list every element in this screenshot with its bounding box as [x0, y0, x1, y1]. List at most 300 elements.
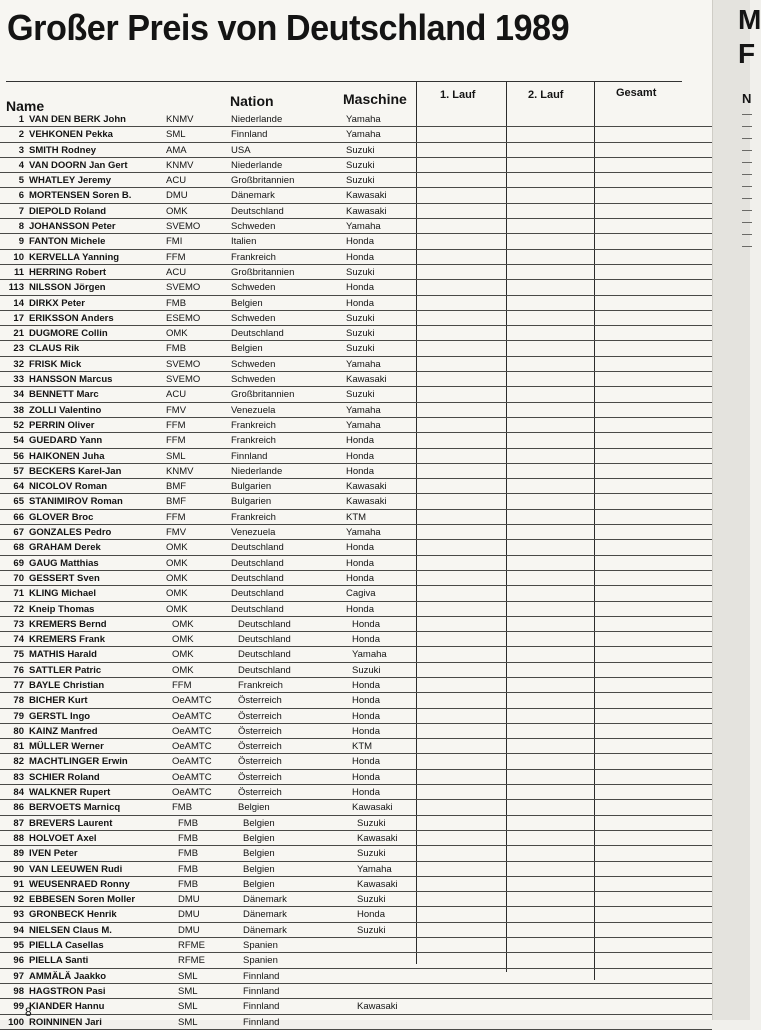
rider-name: FANTON Michele: [29, 236, 106, 248]
rider-row: [0, 816, 712, 831]
federation: FMB: [172, 802, 193, 814]
rider-row: [0, 204, 712, 219]
rider-name: DIRKX Peter: [29, 297, 85, 309]
rider-row: [0, 387, 712, 402]
adjacent-page-edge: [713, 0, 761, 1020]
federation: SML: [166, 450, 186, 462]
federation: OeAMTC: [172, 710, 212, 722]
federation: SVEMO: [166, 374, 201, 386]
start-number: 11: [13, 266, 24, 278]
rider-row: [0, 173, 712, 188]
machine: Suzuki: [346, 175, 375, 187]
rider-row: [0, 984, 712, 999]
rider-row: [0, 770, 712, 785]
federation: KNMV: [166, 465, 194, 477]
rider-row: [0, 877, 712, 892]
nation: Belgien: [231, 343, 263, 355]
rider-name: GAUG Matthias: [29, 557, 99, 569]
nation: USA: [231, 144, 251, 156]
machine: Honda: [346, 435, 374, 447]
rider-name: VAN LEEUWEN Rudi: [29, 863, 123, 875]
start-number: 94: [13, 924, 24, 936]
adjacent-page-row-line: [742, 246, 752, 247]
rider-name: GONZALES Pedro: [29, 527, 112, 539]
start-number: 90: [13, 863, 24, 875]
nation: Dänemark: [231, 190, 275, 202]
federation: FFM: [166, 419, 186, 431]
rider-name: KREMERS Frank: [29, 634, 106, 646]
rider-row: [0, 357, 712, 372]
nation: Belgien: [243, 817, 275, 829]
machine: Suzuki: [357, 848, 386, 860]
machine: Kawasaki: [357, 832, 398, 844]
rider-row: [0, 831, 712, 846]
federation: OMK: [166, 557, 188, 569]
start-number: 2: [18, 129, 24, 141]
nation: Belgien: [243, 848, 275, 860]
federation: KNMV: [166, 159, 194, 171]
nation: Österreich: [238, 756, 282, 768]
start-number: 83: [13, 771, 24, 783]
nation: Deutschland: [231, 557, 284, 569]
rider-name: KLING Michael: [29, 588, 97, 600]
nation: Schweden: [231, 358, 276, 370]
start-number: 5: [18, 175, 24, 187]
rider-name: SATTLER Patric: [29, 664, 102, 676]
nation: Großbritannien: [231, 389, 295, 401]
machine: Honda: [352, 679, 380, 691]
machine: Yamaha: [352, 649, 387, 661]
machine: Yamaha: [346, 404, 381, 416]
rider-row: [0, 1015, 712, 1030]
federation: FMB: [178, 863, 199, 875]
rider-row: [0, 403, 712, 418]
start-number: 78: [13, 695, 24, 707]
nation: Niederlande: [231, 159, 283, 171]
rider-row: [0, 372, 712, 387]
start-number: 99: [13, 1001, 24, 1013]
rider-name: SCHIER Roland: [29, 771, 100, 783]
nation: Dänemark: [243, 924, 287, 936]
federation: FMB: [166, 297, 187, 309]
nation: Österreich: [238, 710, 282, 722]
nation: Frankreich: [231, 511, 276, 523]
rider-row: [0, 846, 712, 861]
adjacent-page-row-line: [742, 126, 752, 127]
rider-name: HOLVOET Axel: [29, 832, 97, 844]
federation: BMF: [166, 496, 187, 508]
nation: Belgien: [231, 297, 263, 309]
federation: DMU: [178, 924, 200, 936]
rider-name: ROINNINEN Jari: [29, 1016, 102, 1028]
start-number: 21: [13, 328, 24, 340]
rider-row: [0, 525, 712, 540]
column-header-gesamt: Gesamt: [616, 87, 657, 99]
nation: Frankreich: [231, 435, 276, 447]
rider-row: [0, 341, 712, 356]
start-number: 10: [13, 251, 24, 263]
column-header-name: Name: [6, 98, 45, 114]
nation: Finnland: [243, 1016, 280, 1028]
rider-name: DUGMORE Collin: [29, 328, 108, 340]
start-number: 9: [18, 236, 24, 248]
rider-name: BECKERS Karel-Jan: [29, 465, 122, 477]
rider-name: GESSERT Sven: [29, 572, 100, 584]
machine: Honda: [346, 542, 374, 554]
start-number: 14: [13, 297, 24, 309]
nation: Deutschland: [238, 618, 291, 630]
federation: OMK: [172, 634, 194, 646]
federation: BMF: [166, 481, 187, 493]
rider-row: [0, 296, 712, 311]
start-number: 98: [13, 985, 24, 997]
adjacent-page-row-line: [742, 150, 752, 151]
start-number: 57: [13, 465, 24, 477]
page-title: Großer Preis von Deutschland 1989: [7, 7, 570, 48]
machine: Cagiva: [346, 588, 376, 600]
start-number: 67: [13, 527, 24, 539]
rider-name: NILSSON Jörgen: [29, 282, 106, 294]
machine: Suzuki: [357, 924, 386, 936]
adjacent-page-row-line: [742, 198, 752, 199]
federation: OMK: [166, 542, 188, 554]
nation: Großbritannien: [231, 175, 295, 187]
machine: Suzuki: [346, 266, 375, 278]
start-number: 100: [8, 1016, 24, 1028]
start-number: 23: [13, 343, 24, 355]
federation: SML: [178, 970, 198, 982]
start-number: 3: [18, 144, 24, 156]
rider-name: Kneip Thomas: [29, 603, 95, 615]
nation: Frankreich: [238, 679, 283, 691]
rider-name: VAN DOORN Jan Gert: [29, 159, 128, 171]
adjacent-page-row-line: [742, 210, 752, 211]
rider-name: NIELSEN Claus M.: [29, 924, 112, 936]
rider-name: KREMERS Bernd: [29, 618, 107, 630]
start-number: 97: [13, 970, 24, 982]
federation: FFM: [172, 679, 192, 691]
machine: Honda: [352, 695, 380, 707]
federation: OMK: [172, 618, 194, 630]
machine: Suzuki: [346, 144, 375, 156]
rider-name: STANIMIROV Roman: [29, 496, 123, 508]
rider-row: [0, 892, 712, 907]
machine: KTM: [346, 511, 367, 523]
rider-name: BREVERS Laurent: [29, 817, 113, 829]
nation: Deutschland: [238, 649, 291, 661]
start-number: 1: [18, 114, 24, 125]
nation: Finnland: [243, 985, 280, 997]
nation: Deutschland: [231, 205, 284, 217]
rider-name: GLOVER Broc: [29, 511, 94, 523]
rider-row: [0, 280, 712, 295]
machine: Honda: [352, 634, 380, 646]
start-number: 91: [13, 878, 24, 890]
machine: Honda: [352, 725, 380, 737]
machine: Yamaha: [346, 114, 381, 125]
nation: Finnland: [231, 129, 268, 141]
rider-row: [0, 449, 712, 464]
rider-name: BAYLE Christian: [29, 679, 105, 691]
rider-name: AMMÄLÄ Jaakko: [29, 970, 107, 982]
machine: Yamaha: [346, 129, 381, 141]
rider-row: [0, 494, 712, 509]
federation: KNMV: [166, 114, 194, 125]
rider-name: KERVELLA Yanning: [29, 251, 120, 263]
machine: Honda: [352, 787, 380, 799]
machine: Honda: [352, 710, 380, 722]
nation: Venezuela: [231, 527, 276, 539]
machine: Honda: [346, 572, 374, 584]
federation: OMK: [166, 572, 188, 584]
rider-row: [0, 647, 712, 662]
machine: Kawasaki: [346, 481, 387, 493]
nation: Schweden: [231, 374, 276, 386]
start-number: 34: [13, 389, 24, 401]
start-number: 32: [13, 358, 24, 370]
federation: ESEMO: [166, 312, 201, 324]
federation: FMI: [166, 236, 183, 248]
adjacent-page-row-line: [742, 114, 752, 115]
start-number: 93: [13, 909, 24, 921]
rider-name: NICOLOV Roman: [29, 481, 108, 493]
rider-row: [0, 724, 712, 739]
page-number: 8: [25, 1005, 32, 1019]
nation: Bulgarien: [231, 496, 272, 508]
federation: OMK: [172, 649, 194, 661]
rider-name: HANSSON Marcus: [29, 374, 113, 386]
adjacent-page-row-line: [742, 222, 752, 223]
federation: RFME: [178, 955, 205, 967]
rider-row: [0, 571, 712, 586]
start-number: 72: [13, 603, 24, 615]
nation: Deutschland: [238, 664, 291, 676]
nation: Venezuela: [231, 404, 276, 416]
nation: Frankreich: [231, 419, 276, 431]
nation: Deutschland: [231, 603, 284, 615]
rider-row: [0, 510, 712, 525]
nation: Spanien: [243, 940, 278, 952]
start-number: 84: [13, 787, 24, 799]
rider-row: [0, 953, 712, 968]
column-header-maschine: Maschine: [343, 91, 407, 107]
federation: FMB: [178, 848, 199, 860]
federation: FMV: [166, 527, 187, 539]
rider-row: [0, 250, 712, 265]
start-number: 7: [18, 205, 24, 217]
federation: FMB: [178, 817, 199, 829]
nation: Finnland: [243, 970, 280, 982]
start-number: 65: [13, 496, 24, 508]
federation: FFM: [166, 511, 186, 523]
adjacent-page-row-line: [742, 234, 752, 235]
rider-name: KAINZ Manfred: [29, 725, 98, 737]
column-header-nation: Nation: [230, 93, 274, 109]
rider-row: [0, 219, 712, 234]
rider-name: BENNETT Marc: [29, 389, 99, 401]
machine: Suzuki: [346, 159, 375, 171]
rider-name: HAIKONEN Juha: [29, 450, 105, 462]
column-header-lauf-1: 1. Lauf: [440, 89, 476, 101]
start-number: 79: [13, 710, 24, 722]
start-number: 96: [13, 955, 24, 967]
rider-row: [0, 586, 712, 601]
adjacent-page-row-line: [742, 138, 752, 139]
start-number: 71: [13, 588, 24, 600]
machine: Suzuki: [346, 343, 375, 355]
nation: Finnland: [231, 450, 268, 462]
rider-row: [0, 418, 712, 433]
machine: Yamaha: [346, 221, 381, 233]
machine: Honda: [352, 756, 380, 768]
rider-name: SMITH Rodney: [29, 144, 97, 156]
rider-row: [0, 663, 712, 678]
start-number: 33: [13, 374, 24, 386]
nation: Schweden: [231, 312, 276, 324]
rider-name: GRONBECK Henrik: [29, 909, 117, 921]
nation: Deutschland: [231, 542, 284, 554]
federation: ACU: [166, 175, 187, 187]
adjacent-page-row-line: [742, 162, 752, 163]
machine: Kawasaki: [346, 190, 387, 202]
rider-row: [0, 999, 712, 1014]
federation: FMB: [178, 832, 199, 844]
start-number: 80: [13, 725, 24, 737]
machine: Honda: [346, 251, 374, 263]
nation: Schweden: [231, 221, 276, 233]
start-number: 74: [13, 634, 24, 646]
rider-row: [0, 143, 712, 158]
rider-row: [0, 678, 712, 693]
adjacent-page-title-fragment: F: [738, 38, 756, 69]
start-number: 77: [13, 679, 24, 691]
rider-name: ERIKSSON Anders: [29, 312, 114, 324]
rider-name: BERVOETS Marnicq: [29, 802, 121, 814]
rider-name: VAN DEN BERK John: [29, 114, 126, 125]
rider-row: [0, 693, 712, 708]
machine: Suzuki: [357, 894, 386, 906]
rider-name: PIELLA Casellas: [29, 940, 104, 952]
rider-name: VEHKONEN Pekka: [29, 129, 113, 141]
federation: OeAMTC: [172, 787, 212, 799]
machine: Honda: [346, 297, 374, 309]
machine: Kawasaki: [357, 1001, 398, 1013]
federation: FMV: [166, 404, 187, 416]
rider-name: FRISK Mick: [29, 358, 82, 370]
machine: Honda: [346, 282, 374, 294]
machine: Suzuki: [352, 664, 381, 676]
nation: Deutschland: [238, 634, 291, 646]
start-number: 38: [13, 404, 24, 416]
machine: Suzuki: [346, 389, 375, 401]
machine: Suzuki: [346, 328, 375, 340]
rider-row: [0, 617, 712, 632]
nation: Niederlande: [231, 465, 283, 477]
adjacent-page-row-line: [742, 174, 752, 175]
nation: Deutschland: [231, 328, 284, 340]
start-number: 89: [13, 848, 24, 860]
start-number: 70: [13, 572, 24, 584]
rider-name: MATHIS Harald: [29, 649, 97, 661]
rider-list: [0, 112, 712, 1030]
adjacent-page-row-line: [742, 186, 752, 187]
machine: Kawasaki: [346, 374, 387, 386]
nation: Italien: [231, 236, 257, 248]
rider-name: HAGSTRON Pasi: [29, 985, 106, 997]
adjacent-page-title-fragment: M: [738, 4, 761, 35]
adjacent-page-header-fragment: N: [742, 91, 752, 106]
machine: Honda: [346, 450, 374, 462]
start-number: 64: [13, 481, 24, 493]
federation: SVEMO: [166, 358, 201, 370]
rider-row: [0, 969, 712, 984]
machine: Kawasaki: [346, 205, 387, 217]
nation: Schweden: [231, 282, 276, 294]
nation: Belgien: [243, 832, 275, 844]
start-number: 52: [13, 419, 24, 431]
rider-row: [0, 907, 712, 922]
machine: Yamaha: [346, 419, 381, 431]
nation: Dänemark: [243, 909, 287, 921]
start-number: 88: [13, 832, 24, 844]
machine: Honda: [352, 771, 380, 783]
rider-name: GRAHAM Derek: [29, 542, 101, 554]
rider-row: [0, 938, 712, 953]
nation: Österreich: [238, 771, 282, 783]
nation: Finnland: [243, 1001, 280, 1013]
rider-row: [0, 800, 712, 815]
rider-row: [0, 556, 712, 571]
rider-row: [0, 158, 712, 173]
machine: Suzuki: [357, 817, 386, 829]
rider-name: IVEN Peter: [29, 848, 78, 860]
machine: Suzuki: [346, 312, 375, 324]
rider-row: [0, 479, 712, 494]
rider-name: JOHANSSON Peter: [29, 221, 116, 233]
nation: Deutschland: [231, 572, 284, 584]
federation: ACU: [166, 266, 187, 278]
federation: SML: [166, 129, 186, 141]
federation: OMK: [166, 205, 188, 217]
federation: ACU: [166, 389, 187, 401]
federation: DMU: [178, 909, 200, 921]
nation: Österreich: [238, 741, 282, 753]
nation: Frankreich: [231, 251, 276, 263]
start-number: 81: [13, 741, 24, 753]
start-number: 76: [13, 664, 24, 676]
start-number: 4: [18, 159, 24, 171]
nation: Belgien: [243, 863, 275, 875]
start-number: 54: [13, 435, 24, 447]
start-number: 68: [13, 542, 24, 554]
federation: OMK: [166, 603, 188, 615]
federation: AMA: [166, 144, 187, 156]
start-number: 56: [13, 450, 24, 462]
nation: Österreich: [238, 695, 282, 707]
rider-name: MÜLLER Werner: [29, 741, 104, 753]
start-number: 92: [13, 894, 24, 906]
nation: Dänemark: [243, 894, 287, 906]
machine: Yamaha: [346, 358, 381, 370]
start-number: 73: [13, 618, 24, 630]
rider-row: [0, 923, 712, 938]
federation: OMK: [172, 664, 194, 676]
federation: SML: [178, 1001, 198, 1013]
rider-name: MORTENSEN Soren B.: [29, 190, 132, 202]
rider-name: KIANDER Hannu: [29, 1001, 105, 1013]
rider-row: [0, 739, 712, 754]
rider-row: [0, 265, 712, 280]
